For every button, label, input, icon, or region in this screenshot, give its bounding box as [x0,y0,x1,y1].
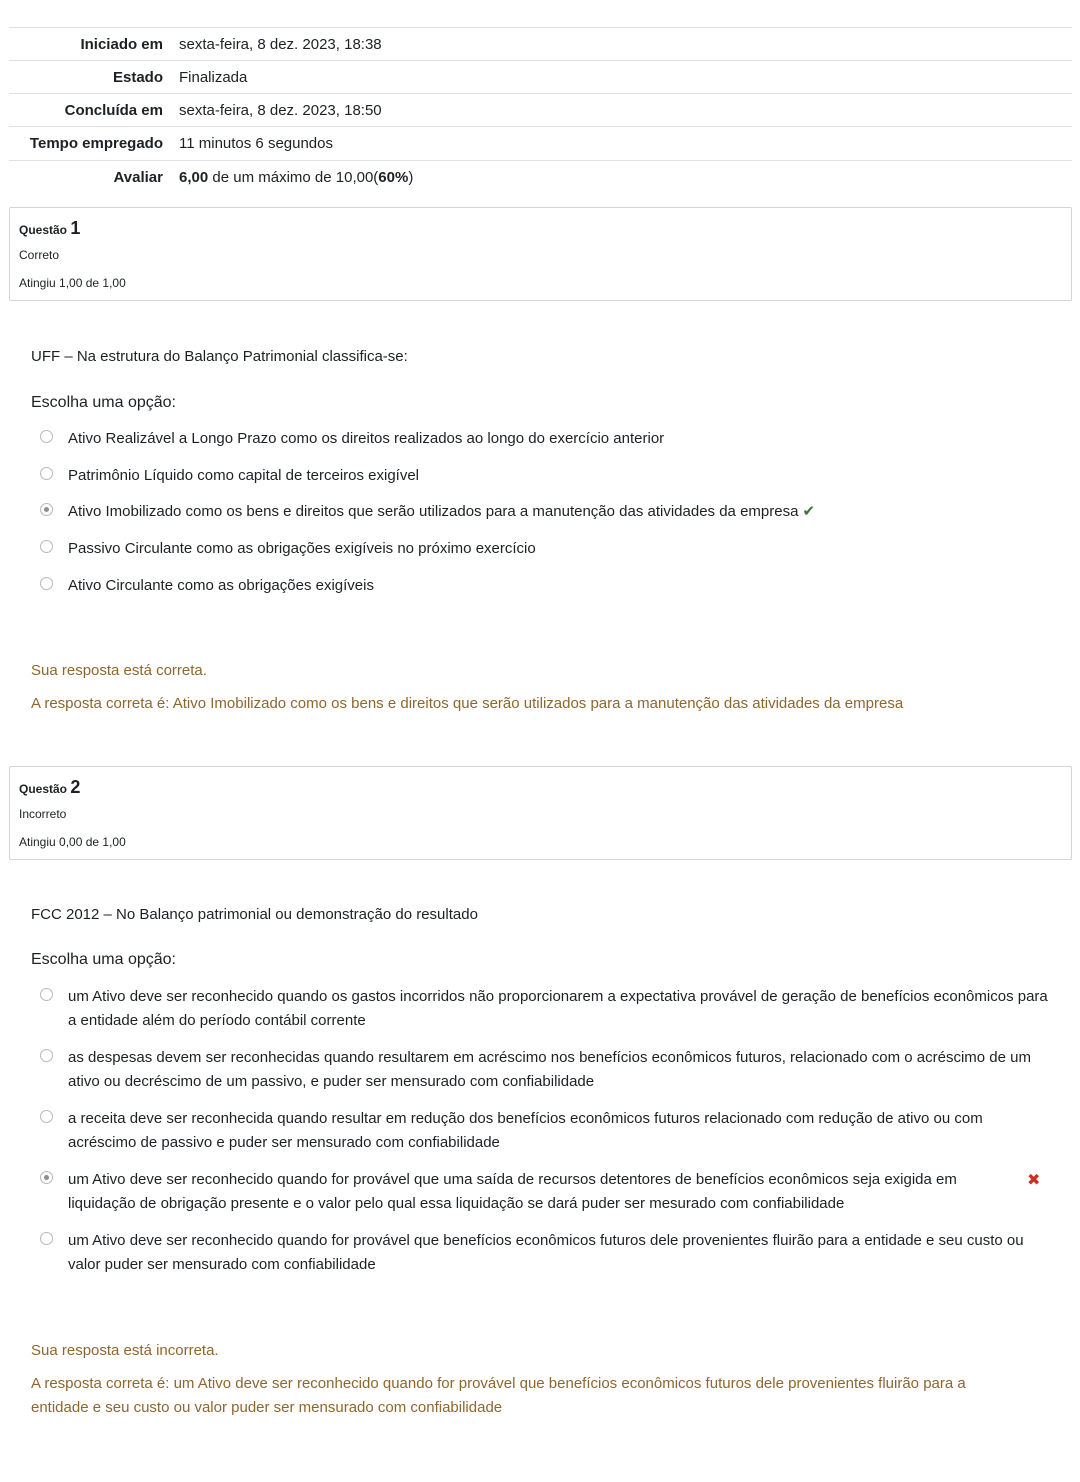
radio-button[interactable] [40,1232,53,1245]
option-label: Ativo Imobilizado como os bens e direitos que serão utilizados para a manutenção das atividades da empresa [68,503,799,520]
answer-option[interactable] [40,464,1050,488]
question-label: Questão [19,782,68,796]
option-label: Passivo Circulante como as obrigações exigíveis no próximo exercício [68,540,536,557]
summary-row-time [9,127,1072,161]
radio-button[interactable] [40,1110,53,1123]
question-number-value: 2 [70,777,81,797]
summary-value [171,161,1072,194]
answer-option[interactable] [40,537,1050,561]
summary-label: Concluída em [64,102,163,119]
summary-row-state [9,61,1072,94]
question-text: FCC 2012 – No Balanço patrimonial ou demonstração do resultado [31,906,478,923]
question-number [19,777,80,798]
feedback-text: Sua resposta está correta. [31,662,207,679]
summary-row-started [9,28,1072,61]
question-state: Correto [19,248,60,262]
radio-button[interactable] [40,1049,53,1062]
answer-option[interactable] [40,574,1050,598]
summary-label: Iniciado em [80,36,163,53]
right-answer-text: A resposta correta é: Ativo Imobilizado como os bens e direitos que serão utilizados para a manutenção das atividades da empresa [31,695,904,712]
radio-button[interactable] [40,540,53,553]
answer-option-selected[interactable] [40,500,1050,524]
grade-max: de um máximo de 10,00( [208,169,379,186]
radio-button[interactable] [40,430,53,443]
question-grade: Atingiu 0,00 de 1,00 [19,835,126,849]
grade-score: 6,00 [179,169,209,186]
radio-button[interactable] [40,467,53,480]
answer-option[interactable] [40,985,1050,1033]
summary-value: Finalizada [179,69,248,86]
question-grade: Atingiu 1,00 de 1,00 [19,276,126,290]
option-label: Ativo Circulante como as obrigações exigíveis [68,577,374,594]
option-label: a receita deve ser reconhecida quando resultar em redução dos benefícios econômicos futuros relacionado com redução de ativo ou com acréscimo de passivo e puder ser mensurado com confiabilidade [68,1110,983,1151]
summary-row-completed [9,94,1072,127]
summary-label: Tempo empregado [29,135,163,152]
answer-option[interactable] [40,1229,1050,1277]
feedback-text: Sua resposta está incorreta. [31,1342,219,1359]
option-label: Patrimônio Líquido como capital de terceiros exigível [68,467,420,484]
question-info-box [9,207,1072,301]
right-answer-text: A resposta correta é: um Ativo deve ser reconhecido quando for provável que benefícios econômicos futuros dele provenientes fluirão para a entidade e seu custo ou valor puder ser mensurado com confiabilidade [31,1375,966,1416]
radio-button[interactable] [40,577,53,590]
grade-percent: 60% [378,169,409,186]
answer-option-selected[interactable] [40,1168,1050,1216]
summary-value: sexta-feira, 8 dez. 2023, 18:38 [179,36,382,53]
question-label: Questão [19,223,68,237]
option-label: um Ativo deve ser reconhecido quando for provável que uma saída de recursos detentores de benefícios econômicos seja exigida em liquidação de obrigação presente e o valor pelo qual essa liquidação se dará puder ser mesurado com confiabilidade [68,1171,957,1212]
option-label: um Ativo deve ser reconhecido quando for provável que benefícios econômicos futuros dele provenientes fluirão para a entidade e seu custo ou valor puder ser mensurado com confiabilidade [68,1232,1024,1273]
choose-prompt: Escolha uma opção: [31,394,176,411]
option-label: Ativo Realizável a Longo Prazo como os direitos realizados ao longo do exercício anterior [68,430,665,447]
question-number-value: 1 [70,218,81,238]
radio-button-checked[interactable] [40,503,53,516]
option-label: um Ativo deve ser reconhecido quando os gastos incorridos não proporcionarem a expectativa provável de geração de benefícios econômicos para a entidade além do período contábil corrente [68,988,1048,1029]
summary-value: sexta-feira, 8 dez. 2023, 18:50 [179,102,382,119]
question-state: Incorreto [19,807,67,821]
check-icon: ✔ [802,503,816,520]
radio-button[interactable] [40,988,53,1001]
summary-value: 11 minutos 6 segundos [179,135,333,152]
summary-label: Avaliar [113,169,163,186]
answer-option[interactable] [40,1046,1050,1094]
summary-row-grade [9,161,1072,194]
question-text: UFF – Na estrutura do Balanço Patrimonial classifica-se: [31,348,408,365]
question-number [19,218,80,239]
question-info-box [9,766,1072,860]
grade-close: ) [408,169,414,186]
option-label: as despesas devem ser reconhecidas quando resultarem em acréscimo nos benefícios econômicos futuros, relacionado com o acréscimo de um ativo ou decréscimo de um passivo, e puder ser mensurado com confiabilidade [68,1049,1031,1090]
attempt-summary-table [9,27,1072,193]
choose-prompt: Escolha uma opção: [31,951,176,968]
answer-option[interactable] [40,1107,1050,1155]
answer-option[interactable] [40,427,1050,451]
radio-button-checked[interactable] [40,1171,53,1184]
summary-label: Estado [112,69,163,86]
cross-icon: ✖ [1027,1172,1041,1189]
